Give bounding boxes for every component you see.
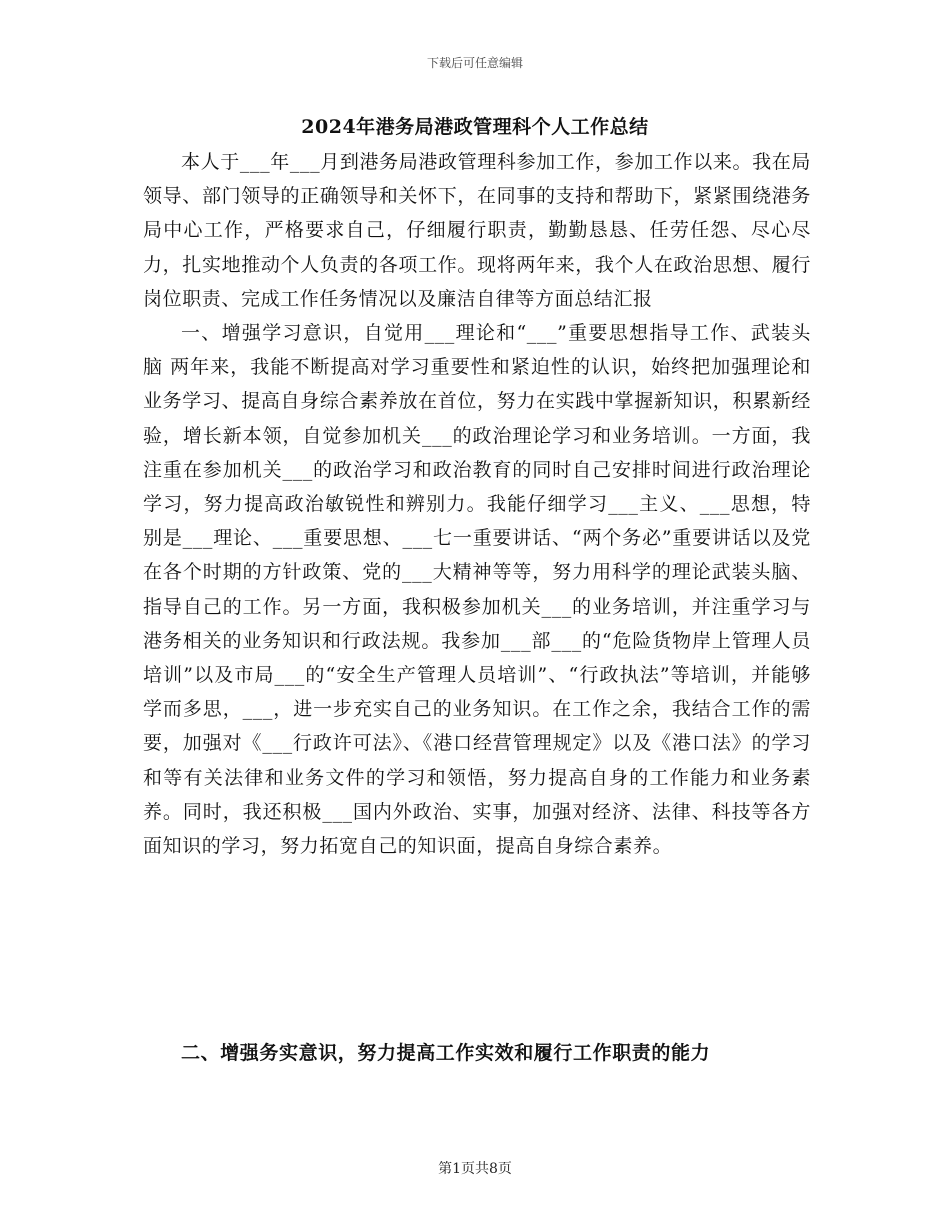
- header-note: 下载后可任意编辑: [426, 56, 523, 70]
- paragraph-section-one: 一、增强学习意识，自觉用___理论和“___”重要思想指导工作、武装头脑 两年来，我能不断提高对学习重要性和紧迫性的认识，始终把加强理论和业务学习、提高自身综合素养放在首位，努力在实践中掌握新知识，积累新经验，增长新本领，自觉参加机关___的政治理论学习和业务培训。一方面，我注重在参加机关___的政治学习和政治教育的同时自己安排时间进行政治理论学习，努力提高政治敏锐性和辨别力。我能仔细学习___主义、___思想，特别是___理论、___重要思想、___七一重要讲话、“两个务必”重要讲话以及党在各个时期的方针政策、党的___大精神等等，努力用科学的理论武装头脑、指导自己的工作。另一方面，我积极参加机关___的业务培训，并注重学习与港务相关的业务知识和行政法规。我参加___部___的“危险货物岸上管理人员培训”以及市局___的“安全生产管理人员培训”、“行政执法”等培训，并能够学而多思，___，进一步充实自己的业务知识。在工作之余，我结合工作的需要，加强对《___行政许可法》、《港口经营管理规定》以及《港口法》的学习和等有关法律和业务文件的学习和领悟，努力提高自身的工作能力和业务素养。同时，我还积极___国内外政治、实事，加强对经济、法律、科技等各方面知识的学习，努力拓宽自己的知识面，提高自身综合素养。: [143, 322, 811, 858]
- document-title: 2024年港务局港政管理科个人工作总结: [301, 116, 649, 138]
- page-footer: 第1页共8页: [438, 1161, 512, 1177]
- document-body: [143, 145, 811, 863]
- paragraph-intro: 本人于___年___月到港务局港政管理科参加工作，参加工作以来。我在局领导、部门领导的正确领导和关怀下，在同事的支持和帮助下，紧紧围绕港务局中心工作，严格要求自己，仔细履行职责，勤勤恳恳、任劳任怨、尽心尽力，扎实地推动个人负责的各项工作。现将两年来，我个人在政治思想、履行岗位职责、完成工作任务情况以及廉洁自律等方面总结汇报: [143, 151, 811, 310]
- section-heading: 二、增强务实意识，努力提高工作实效和履行工作职责的能力: [181, 1042, 711, 1064]
